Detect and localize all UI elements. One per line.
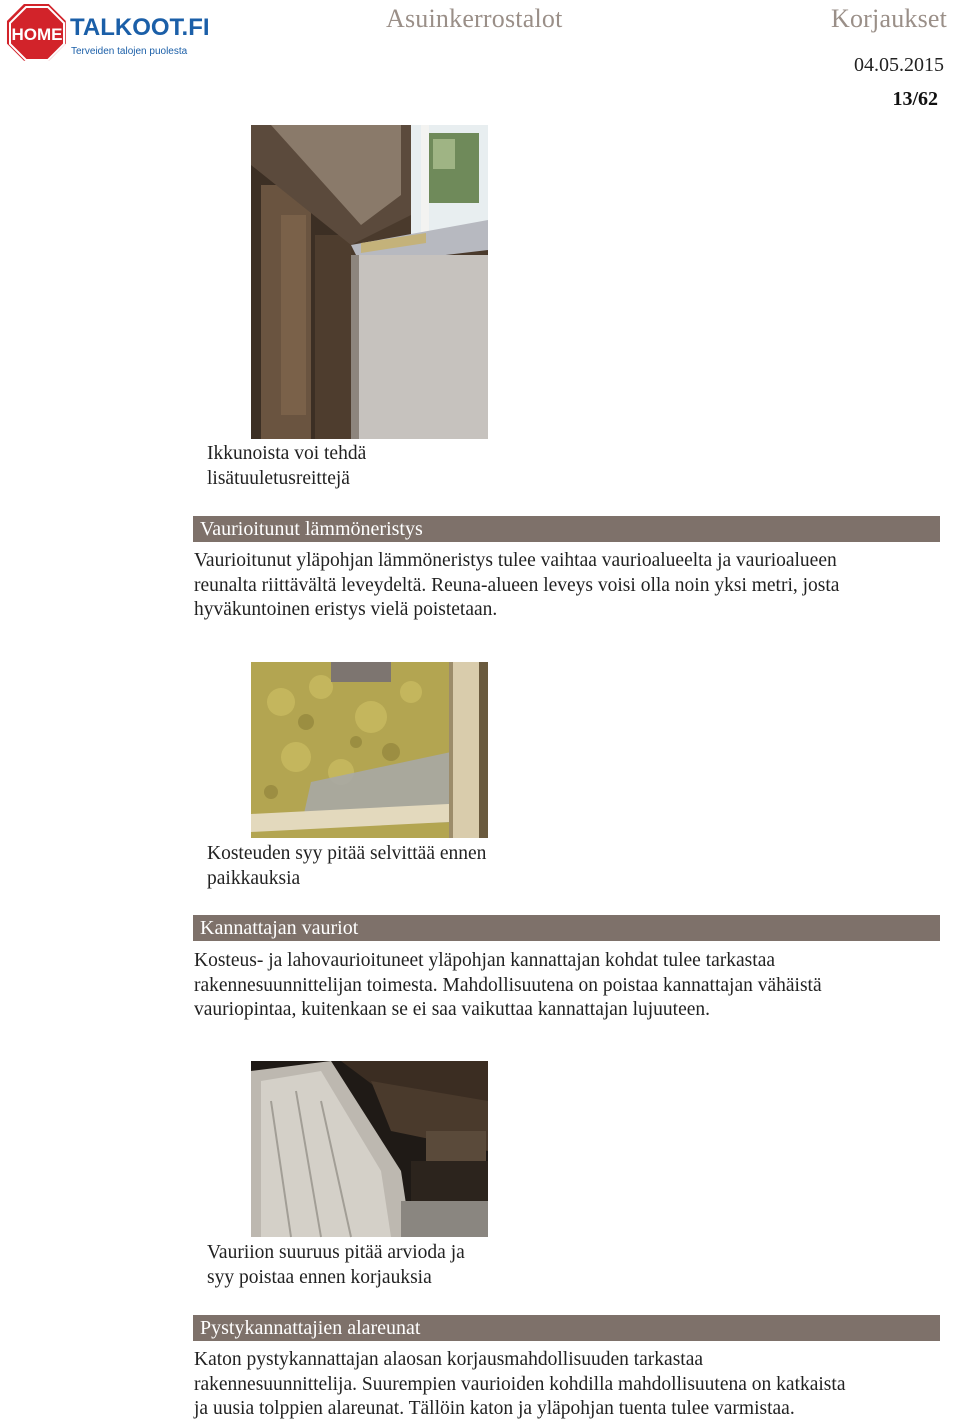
logo-home-text: HOME bbox=[11, 25, 63, 44]
photo-insulation bbox=[251, 662, 488, 838]
paragraph-line: hyväkuntoinen eristys vielä poistetaan. bbox=[194, 599, 498, 620]
paragraph-line: rakennesuunnittelija. Suurempien vaurioiden kohdilla mahdollisuutena on katkaista bbox=[194, 1373, 846, 1395]
section-body-support-damage bbox=[194, 949, 940, 1023]
document-date: 04.05.2015 bbox=[854, 54, 944, 76]
caption-line: lisätuuletusreittejä bbox=[207, 468, 350, 489]
photo-attic-window bbox=[251, 125, 488, 439]
section-body-post-bottoms bbox=[194, 1348, 940, 1422]
caption-window bbox=[207, 441, 366, 491]
paragraph-line: ja uusia tolppien alareunat. Tällöin katon ja yläpohjan tuenta tulee varmistaa. bbox=[194, 1398, 795, 1419]
paragraph-line: rakennesuunnittelijan toimesta. Mahdollisuutena on poistaa kannattajan vähäistä bbox=[194, 974, 822, 996]
caption-line: Ikkunoista voi tehdä bbox=[207, 443, 367, 464]
paragraph-line: Katon pystykannattajan alaosan korjausmahdollisuuden tarkastaa bbox=[194, 1349, 704, 1370]
paragraph-line: vauriopintaa, kuitenkaan se ei saa vaikuttaa kannattajan lujuuteen. bbox=[194, 999, 711, 1020]
caption-line: Vauriion suuruus pitää arvioda ja bbox=[207, 1242, 465, 1263]
header-section: Korjaukset bbox=[831, 4, 948, 33]
caption-line: Kosteuden syy pitää selvittää ennen bbox=[207, 843, 487, 864]
photo-damaged-beam bbox=[251, 1061, 488, 1237]
header-category: Asuinkerrostalot bbox=[386, 4, 563, 33]
section-body-insulation bbox=[194, 549, 940, 623]
page-number: 13/62 bbox=[892, 88, 938, 110]
paragraph-line: Vaurioitunut yläpohjan lämmöneristys tulee vaihtaa vaurioalueelta ja vaurioalueen bbox=[194, 550, 837, 571]
section-heading-support-damage: Kannattajan vauriot bbox=[193, 915, 940, 941]
caption-line: paikkauksia bbox=[207, 868, 301, 889]
logo-brand-text: TALKOOT.FI bbox=[70, 14, 210, 41]
section-heading-insulation: Vaurioitunut lämmöneristys bbox=[193, 516, 940, 542]
caption-insulation bbox=[207, 841, 486, 891]
caption-line: syy poistaa ennen korjauksia bbox=[207, 1267, 432, 1288]
section-heading-post-bottoms: Pystykannattajien alareunat bbox=[193, 1315, 940, 1341]
caption-beam bbox=[207, 1240, 465, 1290]
hometalkoot-logo bbox=[6, 2, 210, 64]
paragraph-line: Kosteus- ja lahovaurioituneet yläpohjan kannattajan kohdat tulee tarkastaa bbox=[194, 950, 776, 971]
paragraph-line: reunalta riittävältä leveydeltä. Reuna-alueen leveys voisi olla noin yksi metri, josta bbox=[194, 574, 840, 596]
logo-tagline-text: Terveiden talojen puolesta bbox=[71, 46, 188, 57]
